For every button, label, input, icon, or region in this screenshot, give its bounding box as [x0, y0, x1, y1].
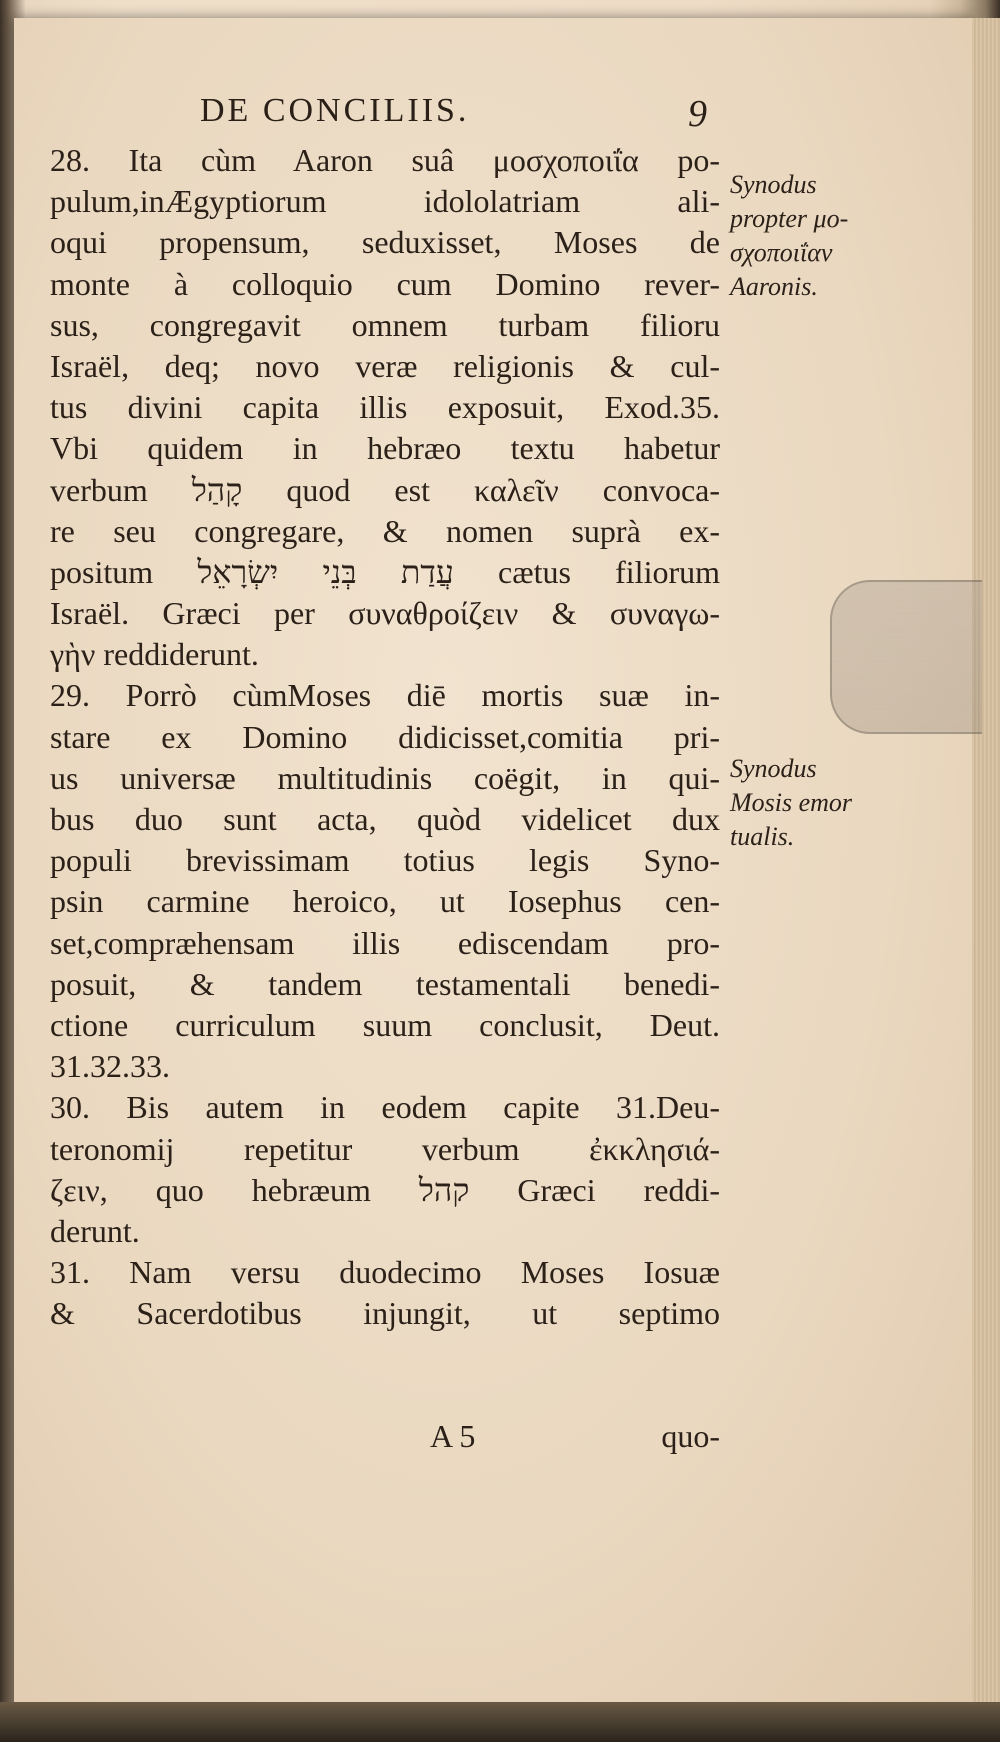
text-line: bus duo sunt acta, quòd videlicet dux — [50, 801, 720, 837]
text-line: γὴν reddiderunt. — [50, 636, 259, 673]
scan-bottom-edge — [0, 1702, 1000, 1742]
text-line: 29. Porrò cùmMoses diē mortis suæ in- — [50, 677, 720, 714]
text-line: re seu congregare, & nomen suprà ex- — [50, 512, 720, 549]
text-line: positum עֲדַת בְּנֵי יִשְׂרָאֵל cætus filiorum — [50, 553, 720, 590]
page-fore-edge — [972, 18, 1000, 1708]
margin-note-line: propter μο- — [730, 204, 849, 233]
margin-note-line: tualis. — [730, 822, 795, 851]
text-line: 28. Ita cùm Aaron suâ μοσχοποιΐα po- — [50, 142, 720, 178]
text-line: 30. Bis autem in eodem capite 31.Deu- — [50, 1089, 720, 1126]
signature-line — [420, 1418, 720, 1462]
margin-note-line: Mosis emor — [730, 788, 853, 817]
text-line: 31.32.33. — [50, 1048, 170, 1085]
page-clip — [830, 580, 982, 734]
text-line: psin carmine heroico, ut Iosephus cen- — [50, 883, 720, 920]
margin-note-synodus-mosis — [730, 752, 890, 854]
text-line: pulum,inÆgyptiorum idololatriam ali- — [50, 183, 720, 220]
text-line: sus, congregavit omnem turbam filioru — [50, 306, 720, 343]
text-line: oqui propensum, seduxisset, Moses de — [50, 224, 720, 261]
text-line: ζειν, quo hebræum קהל Græci reddi- — [50, 1171, 721, 1208]
margin-note-line: Synodus — [730, 754, 817, 783]
catchword: quo- — [661, 1418, 720, 1454]
text-line: monte à colloquio cum Domino rever- — [50, 265, 720, 302]
text-line: Vbi quidem in hebræo textu habetur — [50, 430, 720, 467]
text-line: us universæ multitudinis coëgit, in qui- — [50, 759, 720, 796]
text-line: posuit, & tandem testamentali benedi- — [50, 965, 720, 1002]
text-line: & Sacerdotibus injungit, ut septimo — [50, 1295, 720, 1332]
text-line: Israël. Græci per συναθροίζειν & συναγω- — [50, 595, 720, 632]
margin-note-line: Aaronis. — [730, 272, 818, 301]
text-line: tus divini capita illis exposuit, Exod.35. — [50, 389, 720, 426]
text-line: Israël, deq; novo veræ religionis & cul- — [50, 347, 720, 384]
text-line: verbum קָהַל quod est καλεῖν convoca- — [50, 471, 721, 508]
text-line: set,compræhensam illis ediscendam pro- — [50, 924, 720, 961]
margin-note-line: Synodus — [730, 170, 817, 199]
margin-note-line: σχοποιΐαν — [730, 238, 833, 267]
running-head — [190, 92, 710, 135]
text-line: stare ex Domino didicisset,comitia pri- — [50, 718, 720, 755]
text-line: 31. Nam versu duodecimo Moses Iosuæ — [50, 1254, 720, 1291]
text-line: ctione curriculum suum conclusit, Deut. — [50, 1006, 720, 1043]
text-line: teronomij repetitur verbum ἐκκλησιά- — [50, 1130, 720, 1167]
signature-mark: A 5 — [430, 1418, 476, 1454]
running-head-title: DE CONCILIIS. — [200, 92, 470, 129]
page-number: 9 — [688, 93, 710, 135]
margin-note-synodus-aaronis — [730, 168, 890, 304]
text-line: derunt. — [50, 1212, 140, 1249]
body-text — [50, 140, 720, 1334]
text-line: populi brevissimam totius legis Syno- — [50, 842, 720, 879]
